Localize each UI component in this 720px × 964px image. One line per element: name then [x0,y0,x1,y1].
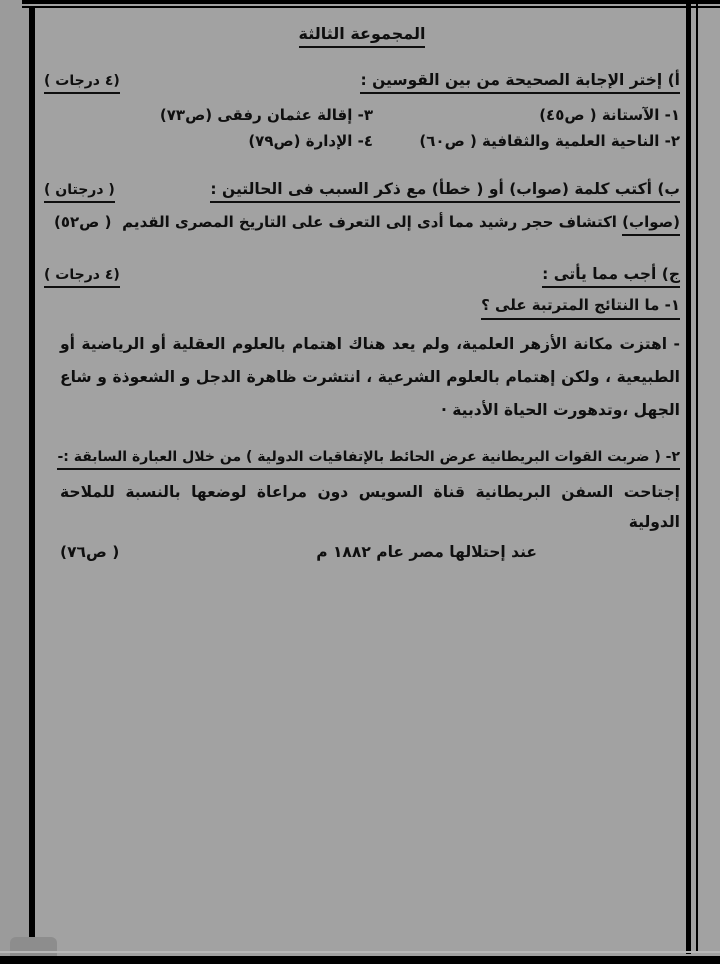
section-a-marks: (٤ درجات ) [44,73,120,94]
section-a-heading: أ) إختر الإجابة الصحيحة من بين القوسين : [360,71,680,94]
statement-page-ref: ( ص٥٢) [54,213,112,231]
page-border-right-inner [696,2,698,953]
statement-text: اكتشاف حجر رشيد مما أدى إلى التعرف على التاريخ المصرى القديم [122,213,617,231]
group-title [44,24,680,43]
answer-last-line [60,537,680,567]
page-border-top-outer [22,0,720,4]
mcq-option-2: ٢- الناحية العلمية والثقافية ( ص٦٠) [419,132,680,150]
answer-line: إجتاحت السفن البريطانية قناة السويس دون مراعاة لوضعها بالنسبة للملاحة الدولية [60,483,680,531]
section-a-header [44,71,680,94]
page-border-left [29,6,35,957]
answer-line: الطبيعية ، ولكن إهتمام بالعلوم الشرعية ، انتشرت ظاهرة الدجل و الشعوذة و شاع [60,368,680,386]
mcq-options [44,106,680,150]
page-border-bottom-bar [0,956,720,964]
page-border-top-inner [22,6,720,8]
mcq-option-1: ١- الآستانة ( ص٤٥) [539,106,680,124]
section-b-heading: ب) أكتب كلمة (صواب) أو ( خطأ) مع ذكر السبب فى الحالتين : [210,180,680,203]
statement-body [122,213,680,231]
answer-page-ref: ( ص٧٦) [60,543,120,561]
document-content [44,24,680,567]
section-c-header [44,265,680,288]
answer-line: عند إحتلالها مصر عام ١٨٨٢ م [316,543,537,561]
section-b-marks: ( درجتان ) [44,182,115,203]
question-2-title-text: ٢- ( ضربت القوات البريطانية عرض الحائط بالإتفاقيات الدولية ) من خلال العبارة السابقة :- [57,449,680,470]
answer-line: الجهل ،وتدهورت الحياة الأدبية · [440,401,680,419]
question-2-title [44,449,680,465]
true-false-statement [44,213,680,231]
section-c-marks: (٤ درجات ) [44,267,120,288]
question-2-answer [44,477,680,567]
answer-line: - اهتزت مكانة الأزهر العلمية، ولم يعد هناك اهتمام بالعلوم العقلية أو الرياضية أو [60,335,680,353]
group-title-text: المجموعة الثالثة [299,24,426,48]
page-margin-strip [0,0,29,964]
question-1-title [44,296,680,314]
section-b-header [44,180,680,203]
question-1-answer [44,328,680,427]
mcq-option-3: ٣- إقالة عثمان رفقى (ص٧٣) [159,106,373,124]
answer-label: (صواب) [622,213,680,236]
page-border-right-outer [686,2,691,954]
question-1-title-text: ١- ما النتائج المترتبة على ؟ [481,296,680,320]
page-border-bottom-faint [0,951,720,953]
mcq-option-4: ٤- الإدارة (ص٧٩) [248,132,373,150]
section-c-heading: ج) أجب مما يأتى : [542,265,680,288]
